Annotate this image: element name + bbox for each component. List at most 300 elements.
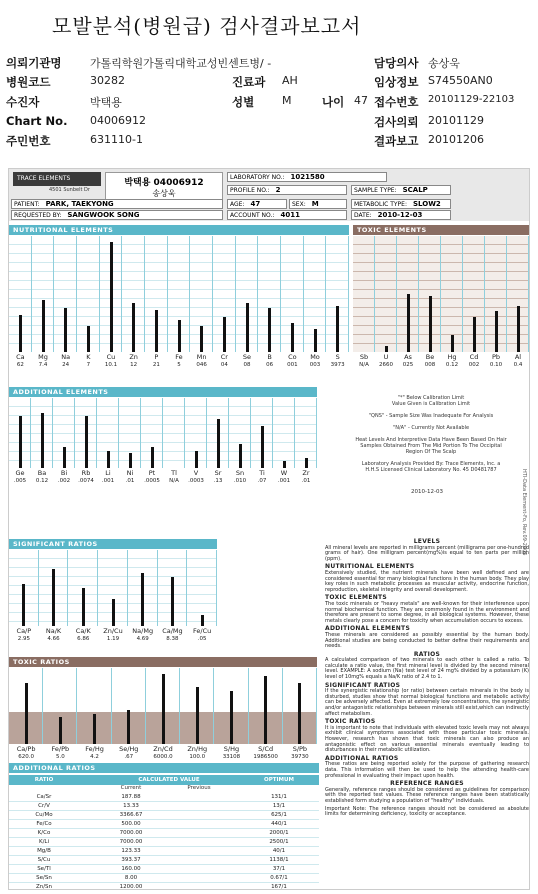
legend-text: LEVELS All mineral levels are reported in milligrams percent (milligrams per one-hundred grams of hair). One milligram percent(mg%)is equal to ten parts per million (ppm). NUTRITIONAL ELEMENTS Extensively studied, the nutrient minerals have been well defined and are considered essential for many biological functions in the human body. They play key roles in such metabolic processes as muscular activity, endocrine function, reproduction, skeletal integrity and overall development. TOXIC ELEMENTS The toxic minerals or "heavy metals" are well-known for their interference upon normal biochemical function. They are commonly found in the environment and therefore are present to some degree, in all biological systems. However, these metals clearly pose a concern for toxicity when accumulation occurs to excess. ADDITIONAL ELEMENTS These minerals are considered as possibly essential by the human body. Additional studies are being conducted to better define their requirements and needs. RATIOS A calculated comparison of two minerals to each other is called a ratio. To calculate a ratio value, the first mineral level is divided by the second mineral level. EXAMPLE: A sodium (Na) test level of 24 mg% divided by a potassium (K) level of 10mg% equals a Na/K ratio of 2.4 to 1. SIGNIFICANT RATIOS If the synergistic relationship (or ratio) between certain minerals in the body is disturbed, studies show that normal biological functions and metabolic activity can be adversely affected. Even at extremely low concentrations, the synergistic and/or antagonistic relationships between minerals still exist,which can indirectly affect metabolism. TOXIC RATIOS It is important to note that individuals with elevated toxic levels may not always exhibit clinical symptoms associated with those particular toxic minerals. However, research has shown that toxic minerals can also produce an antagonistic effect on various essential minerals eventually leading to disturbances in their metabolic utilization. ADDITIONAL RATIOS These ratios are being reported solely for the purpose of gathering research data. This information will then be used to help the attending health-care professional in evaluating their impact upon health. REFERENCE RANGES Generally, reference ranges should be considered as guidelines for comparison with the reported test values. These reference ranges have been statistically established form studying a population of "healthy" individuals. Important Note: The reference ranges should not be considered as absolute limits for determining deficiency, toxicity or acceptance. [325, 538, 529, 818]
element-value: .0074 [78, 478, 94, 484]
lab-address: 4501 Sunbelt Dr [49, 187, 90, 193]
chart-no-label: Chart No. [6, 114, 68, 128]
column-divider [53, 236, 54, 352]
element-value: 7.4 [38, 362, 48, 368]
element-value: .01 [125, 478, 135, 484]
ratio-row [9, 811, 319, 820]
additional-ratios-table [9, 775, 319, 890]
element-label: S/Hg [223, 745, 240, 753]
institution-value: 가톨릭학원가톨릭대학교성빈센트병/ - [90, 57, 272, 70]
element-label: V [193, 469, 199, 477]
level-bar-ba [41, 413, 44, 468]
element-label: As [404, 353, 412, 361]
element-value: 12 [130, 362, 138, 368]
element-label: P [154, 353, 159, 361]
element-value: .0005 [144, 478, 160, 484]
ratio-name: Se/Sn [36, 875, 52, 881]
ratio-current: 500.00 [121, 821, 141, 827]
column-divider [462, 236, 463, 352]
ratio-optimum: 13/1 [272, 803, 286, 809]
note-calibration: "*" Below Calibration Limit Value Given is Calibration Limit [391, 395, 471, 407]
level-bar-cr [223, 317, 226, 352]
ratio-row [9, 820, 319, 829]
element-value: 0.10 [489, 362, 503, 368]
element-value: 2.95 [17, 636, 30, 642]
ratio-optimum: 1138/1 [269, 857, 289, 863]
element-value: 62 [16, 362, 24, 368]
level-bar-s-pb [298, 683, 301, 744]
element-value: 1986500 [253, 754, 278, 760]
element-label: Na [61, 353, 71, 361]
ratio-name: Cu/Mo [35, 812, 53, 818]
element-value: .01 [301, 478, 311, 484]
column-divider [76, 236, 77, 352]
column-divider [325, 236, 326, 352]
additional-title: ADDITIONAL ELEMENTS [9, 387, 317, 397]
element-value: .05 [197, 636, 207, 642]
level-bar-mg [42, 300, 45, 352]
level-bar-s [336, 306, 339, 352]
element-value: .13 [213, 478, 223, 484]
patient-id-stamp [105, 172, 223, 200]
toxic-title: TOXIC ELEMENTS [353, 225, 529, 235]
note-na: "N/A" - Currently Not Available [392, 425, 470, 431]
level-bar-pt [151, 447, 154, 468]
column-divider [121, 236, 122, 352]
level-bar-li [107, 451, 110, 469]
element-label: Ca/P [16, 627, 32, 635]
element-value: 33108 [222, 754, 241, 760]
element-value: 046 [196, 362, 207, 368]
nutritional-title: NUTRITIONAL ELEMENTS [9, 225, 349, 235]
element-value: 0.4 [513, 362, 523, 368]
column-divider [140, 398, 141, 468]
element-label: Cd [469, 353, 479, 361]
column-divider [440, 236, 441, 352]
column-divider [228, 398, 229, 468]
level-bar-se-hg [127, 710, 130, 744]
element-label: Zn/Cd [153, 745, 173, 753]
report-header [9, 169, 530, 221]
level-bar-ca-mg [171, 577, 174, 626]
level-bar-w [283, 461, 286, 468]
level-bar-ca-pb [25, 683, 28, 744]
element-label: Mn [196, 353, 207, 361]
column-divider [272, 398, 273, 468]
column-divider [213, 668, 214, 744]
ratio-name: Fe/Co [36, 821, 52, 827]
sex-label: 성별 [232, 95, 255, 109]
element-value: .005 [13, 478, 27, 484]
element-value: 100.0 [189, 754, 206, 760]
ratio-current: 187.88 [121, 794, 141, 800]
element-label: Zr [302, 469, 310, 477]
age-field: AGE: 47 [227, 199, 287, 209]
clinical-value: S74550AN0 [428, 74, 493, 87]
ratio-optimum: 2500/1 [269, 839, 289, 845]
level-bar-s-hg [230, 691, 233, 744]
level-bar-sn [239, 444, 242, 469]
level-bar-zn [132, 303, 135, 352]
ratio-current: 7000.00 [119, 839, 143, 845]
element-label: Ni [126, 469, 134, 477]
element-label: U [383, 353, 389, 361]
element-label: Ba [37, 469, 47, 477]
level-bar-ca-p [22, 584, 25, 626]
element-value: 6000.0 [153, 754, 173, 760]
element-label: Mg [38, 353, 48, 361]
ratio-row [9, 883, 319, 890]
level-bar-co [291, 323, 294, 352]
element-label: Hg [447, 353, 457, 361]
element-value: 001 [287, 362, 298, 368]
element-value: 008 [424, 362, 436, 368]
requested-field: REQUESTED BY: SANGWOOK SONG [11, 210, 223, 220]
element-label: Sn [235, 469, 245, 477]
level-bar-p [155, 310, 158, 352]
element-label: Rb [81, 469, 91, 477]
column-divider [235, 236, 236, 352]
element-value: N/A [359, 362, 369, 368]
column-divider [144, 236, 145, 352]
significant-ratios-title: SIGNIFICANT RATIOS [9, 539, 217, 549]
element-label: Ca [16, 353, 25, 361]
column-divider [38, 550, 39, 626]
level-bar-ti [261, 426, 264, 468]
ratio-name: Ca/Sr [36, 794, 52, 800]
element-label: Ge [15, 469, 25, 477]
element-label: Mo [310, 353, 320, 361]
sample-field: SAMPLE TYPE: SCALP [351, 185, 451, 195]
patient-value: 박택용 [90, 96, 122, 109]
element-value: 025 [402, 362, 414, 368]
level-bar-sr [217, 419, 220, 468]
element-label: Fe/Cu [193, 627, 212, 635]
level-bar-na-k [52, 569, 55, 626]
element-label: Fe/Hg [85, 745, 104, 753]
column-divider [167, 236, 168, 352]
ratio-current: 1200.00 [119, 884, 143, 890]
element-value: 4.2 [90, 754, 99, 760]
element-label: Ca/K [75, 627, 91, 635]
ratio-current: 123.33 [121, 848, 141, 854]
request-label: 검사의뢰 [374, 115, 419, 129]
level-bar-se [246, 303, 249, 352]
lab-number-field: LABORATORY NO.: 1021580 [227, 172, 387, 182]
column-divider [184, 398, 185, 468]
element-value: .010 [233, 478, 247, 484]
level-bar-v [195, 451, 198, 469]
level-bar-be [429, 296, 432, 352]
element-label: W [280, 469, 288, 477]
ratio-subheader: Current Previous [120, 785, 211, 791]
ratio-optimum: 40/1 [272, 848, 286, 854]
result-label: 결과보고 [374, 134, 419, 148]
level-bar-fe-hg [93, 714, 96, 744]
column-divider [282, 668, 283, 744]
element-label: Zn/Cu [103, 627, 123, 635]
element-label: Na/Mg [132, 627, 154, 635]
element-label: Sb [359, 353, 369, 361]
element-label: Li [105, 469, 111, 477]
element-value: 1.19 [106, 636, 120, 642]
element-value: 4.69 [136, 636, 149, 642]
level-bar-ca [19, 315, 22, 352]
element-value: 4.66 [47, 636, 60, 642]
element-label: S/Cd [258, 745, 274, 753]
column-divider [348, 236, 349, 352]
note-levels: Heat Levels And Interpretive Data Have Been Based On Hair Samples Obtained From The Mid Portion To The Occipital Region Of The Scalp [355, 437, 507, 455]
id-label: 주민번호 [6, 134, 51, 148]
column-divider [118, 398, 119, 468]
element-label: Se/Hg [119, 745, 139, 753]
element-value: 0.12 [35, 478, 49, 484]
column-divider [97, 550, 98, 626]
level-bar-mo [314, 329, 317, 352]
element-value: 5 [177, 362, 181, 368]
column-divider [303, 236, 304, 352]
column-divider [418, 236, 419, 352]
ratio-row [9, 865, 319, 874]
ratio-name: Se/Tl [37, 866, 51, 872]
ratio-optimum: 440/1 [271, 821, 287, 827]
level-bar-cu [110, 242, 113, 352]
date-field: DATE: 2010-12-03 [351, 210, 451, 220]
doctor-label: 담당의사 [374, 56, 419, 70]
element-value: 3973 [330, 362, 345, 368]
column-divider [316, 398, 317, 468]
ratio-row [9, 856, 319, 865]
report-date: 2010-12-03 [411, 489, 443, 495]
ratio-current: 13.33 [123, 803, 139, 809]
element-value: 06 [266, 362, 274, 368]
document-title: 모발분석(병원급) 검사결과보고서 [52, 14, 362, 38]
column-divider [76, 668, 77, 744]
level-bar-fe [178, 320, 181, 352]
ratio-optimum: 625/1 [271, 812, 287, 818]
patient-label: 수진자 [6, 95, 40, 109]
ratio-row [9, 829, 319, 838]
element-label: Na/K [45, 627, 62, 635]
result-value: 20101206 [428, 133, 484, 146]
level-bar-ni [129, 453, 132, 468]
hospital-code-value: 30282 [90, 74, 125, 87]
element-label: Be [425, 353, 435, 361]
level-bar-zn-hg [196, 687, 199, 744]
level-bar-b [268, 308, 271, 352]
element-value: 2660 [379, 362, 393, 368]
ratio-row [9, 874, 319, 883]
element-value: 003 [309, 362, 321, 368]
column-divider [280, 236, 281, 352]
element-label: Zn/Hg [187, 745, 208, 753]
ratio-optimum: 37/1 [272, 866, 286, 872]
column-divider [316, 668, 317, 744]
element-label: Ca/Pb [16, 745, 36, 753]
request-value: 20101129 [428, 114, 484, 127]
additional-chart [9, 398, 317, 468]
element-label: Ti [259, 469, 265, 477]
stamp-line1: 박택용 04006912 [124, 178, 204, 188]
lab-logo: TRACE ELEMENTS [13, 172, 101, 186]
column-divider [52, 398, 53, 468]
element-value: 24 [62, 362, 70, 368]
level-bar-pb [495, 311, 498, 352]
element-label: Al [514, 353, 522, 361]
ratio-name: K/Li [38, 839, 50, 845]
ratio-name: S/Cu [37, 857, 51, 863]
level-bar-na [64, 308, 67, 352]
receipt-label: 접수번호 [374, 95, 419, 109]
ratio-current: 7000.00 [119, 830, 143, 836]
column-divider [216, 550, 217, 626]
level-bar-zn-cu [112, 599, 115, 626]
additional-ratios-title: ADDITIONAL RATIOS [9, 763, 319, 773]
element-value: 21 [152, 362, 160, 368]
element-value: 04 [220, 362, 228, 368]
ratio-name: Zn/Sn [35, 884, 53, 890]
level-bar-fe-pb [59, 717, 62, 744]
level-bar-s-cd [264, 676, 267, 744]
column-divider [506, 236, 507, 352]
level-bar-as [407, 294, 410, 352]
note-laboratory: Laboratory Analysis Provided By: Trace Elements, Inc. a H.H.S Licensed Clinical Laboratory No. 45 D0481787 [361, 461, 501, 473]
column-divider [145, 668, 146, 744]
level-bar-ca-k [82, 588, 85, 626]
element-value: 0.12 [445, 362, 459, 368]
element-value: .07 [257, 478, 267, 484]
column-divider [162, 398, 163, 468]
age-label: 나이 [322, 95, 345, 109]
sex-field: SEX: M [289, 199, 347, 209]
ratio-row [9, 802, 319, 811]
ratio-current: 8.00 [124, 875, 138, 881]
hair-analysis-report [8, 168, 530, 890]
column-divider [127, 550, 128, 626]
toxic-ratios-title: TOXIC RATIOS [9, 657, 317, 667]
element-value: 10.1 [104, 362, 118, 368]
column-divider [99, 236, 100, 352]
element-value: .67 [124, 754, 134, 760]
level-bar-cd [473, 317, 476, 352]
column-divider [248, 668, 249, 744]
ratio-current: 393.37 [121, 857, 141, 863]
dept-value: AH [282, 74, 298, 87]
element-value: 39730 [291, 754, 309, 760]
ratio-current: 3366.67 [119, 812, 143, 818]
element-label: Pb [491, 353, 501, 361]
dept-label: 진료과 [232, 75, 266, 89]
column-divider [189, 236, 190, 352]
ratio-name: Cr/V [38, 803, 50, 809]
element-label: Co [288, 353, 297, 361]
column-divider [74, 398, 75, 468]
column-divider [30, 398, 31, 468]
column-divider [484, 236, 485, 352]
element-value: .0003 [188, 478, 204, 484]
level-bar-hg [451, 335, 454, 352]
column-divider [396, 236, 397, 352]
element-label: Zn [129, 353, 138, 361]
level-bar-na-mg [141, 573, 144, 626]
column-divider [250, 398, 251, 468]
element-label: S/Pb [292, 745, 308, 753]
column-divider [42, 668, 43, 744]
ratio-name: Mg/B [37, 848, 51, 854]
element-label: B [267, 353, 272, 361]
element-label: Pt [148, 469, 156, 477]
doctor-value: 송상욱 [428, 57, 460, 70]
element-value: 8.38 [166, 636, 179, 642]
element-label: Se [242, 353, 252, 361]
element-value: .001 [277, 478, 291, 484]
ratio-row [9, 793, 319, 802]
toxic-chart [353, 236, 529, 352]
form-code: HTI-Data Element-Fo, Rev.09-2006 [521, 469, 527, 556]
ratio-optimum: 131/1 [271, 794, 287, 800]
ratio-optimum: 167/1 [271, 884, 287, 890]
element-value: .001 [101, 478, 115, 484]
column-divider [257, 236, 258, 352]
hospital-code-label: 병원코드 [6, 75, 51, 89]
column-divider [528, 236, 529, 352]
level-bar-rb [85, 416, 88, 469]
level-bar-bi [63, 447, 66, 468]
ratio-row [9, 847, 319, 856]
level-bar-fe-cu [201, 615, 204, 626]
level-bar-zr [305, 458, 308, 469]
ratio-table-header: RATIO CALCULATED VALUE OPTIMUM [9, 775, 319, 785]
receipt-value: 20101129-22103 [428, 94, 515, 105]
element-label: Cu [106, 353, 116, 361]
column-divider [67, 550, 68, 626]
ratio-current: 160.00 [121, 866, 141, 872]
ratio-row [9, 838, 319, 847]
level-bar-u [385, 346, 388, 352]
element-label: S [335, 353, 340, 361]
ratio-optimum: 2000/1 [269, 830, 289, 836]
element-label: K [86, 353, 91, 361]
column-divider [294, 398, 295, 468]
profile-field: PROFILE NO.: 2 [227, 185, 347, 195]
column-divider [96, 398, 97, 468]
sex-value: M [282, 94, 292, 107]
ratio-optimum: 0.67/1 [270, 875, 288, 881]
clinical-label: 임상정보 [374, 75, 419, 89]
level-bar-mn [200, 326, 203, 352]
element-value: 08 [243, 362, 251, 368]
id-value: 631110-1 [90, 133, 143, 146]
ratio-name: K/Co [37, 830, 51, 836]
element-label: Fe [175, 353, 183, 361]
metabolic-field: METABOLIC TYPE: SLOW2 [351, 199, 451, 209]
element-value: 620.0 [18, 754, 34, 760]
column-divider [157, 550, 158, 626]
level-bar-ge [19, 416, 22, 469]
element-label: Tl [171, 469, 177, 477]
note-qns: "QNS" - Sample Size Was Inadequate For Analysis [368, 413, 494, 419]
age-value: 47 [354, 94, 368, 107]
stamp-line2: 송상욱 [152, 189, 176, 198]
element-value: 5.0 [55, 754, 65, 760]
column-divider [186, 550, 187, 626]
level-bar-al [517, 306, 520, 352]
chart-no-value: 04006912 [90, 114, 146, 127]
element-label: Sr [214, 469, 222, 477]
column-divider [374, 236, 375, 352]
level-bar-zn-cd [162, 674, 165, 744]
column-divider [179, 668, 180, 744]
